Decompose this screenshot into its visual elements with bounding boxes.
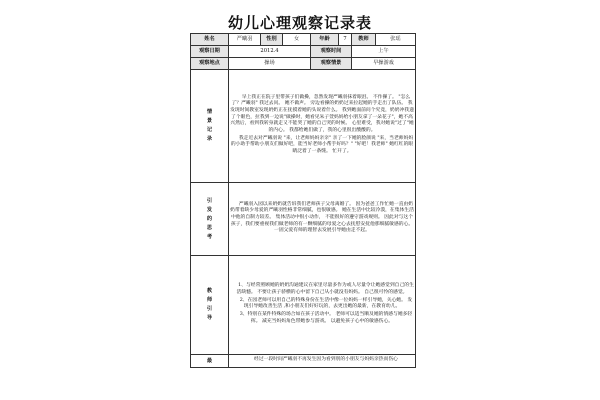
final-text bbox=[229, 355, 416, 368]
teacher-value: 张瑶 bbox=[376, 34, 416, 46]
place-label: 观察地点 bbox=[191, 58, 229, 70]
row-date-time bbox=[191, 46, 416, 58]
row-final bbox=[191, 355, 416, 368]
teacher-guidance-text bbox=[229, 256, 416, 355]
place-value: 操场 bbox=[229, 58, 311, 70]
final-paragraph: 经过一段时间严曦羽不再发生因为看到别的小朋友与妈妈亲热而伤心 bbox=[254, 356, 398, 362]
final-label: 最 bbox=[191, 355, 229, 368]
date-value: 2012.4 bbox=[229, 46, 311, 58]
row-situation-record bbox=[191, 70, 416, 183]
gender-value: 女 bbox=[283, 34, 311, 46]
scene-label: 观察情景 bbox=[311, 58, 352, 70]
age-value: 7 bbox=[339, 34, 352, 46]
date-label: 观察日期 bbox=[191, 46, 229, 58]
guidance-paragraph: 3、特别在某件特殊的场合如在孩子活动中。 老师可以适当顺及她的情感与她多轻挥。 减充当妈妈角色带她参与游戏。 以避免孩子心中的敏感伤心。 bbox=[239, 312, 413, 324]
observation-sheet bbox=[190, 33, 416, 368]
gender-label: 性别 bbox=[261, 34, 283, 46]
row-teacher-guidance bbox=[191, 256, 416, 355]
guidance-paragraph: 1、与经常照顾她的奶奶沟通建议在家里尽量多作为或人尽量令让她感觉到自己的生活缺憾。 不要让孩子骄横的心中留下自己从小就没有妈妈。 自己很可怜的感觉。 bbox=[236, 282, 414, 295]
teacher-guidance-label: 教 师 引 导 bbox=[191, 256, 229, 355]
guidance-paragraph: 2、在园老师可以用自己的特殊身份在生活中像一位妈妈一样引导她，关心她。 发现引导她改善生活 ,和小朋友们好好玩的，去更出她的最新，在教育幼儿。 bbox=[239, 297, 413, 310]
row-basic-info bbox=[191, 34, 416, 46]
name-value: 严曦羽 bbox=[229, 34, 261, 46]
row-reflection bbox=[191, 183, 416, 256]
name-label: 姓名 bbox=[191, 34, 229, 46]
situation-record-text bbox=[229, 70, 416, 183]
row-place-scene bbox=[191, 58, 416, 70]
time-value: 上午 bbox=[352, 46, 416, 58]
scene-value: 早操游戏 bbox=[352, 58, 416, 70]
situation-record-label: 情 景 记 录 bbox=[191, 70, 229, 183]
situation-paragraph: 我走近去对严曦羽说 "来，让老师妈妈亲亲" 亲了一下她的脸颜说 "来，当老师妈妈的小助手帮助小朋友们做好吧，能当好老师小帮手好吗？" "好吧！我老师" 她红红的眼睛泛着了一条缝。 忙开了。 bbox=[230, 135, 414, 155]
situation-paragraph: 早上我正在院子里带孩子们做操，忽然发现严曦羽抹着眼泪。 不作操了。 "怎么了？严曦羽" 我过去问。 她不做声。 旁边看操的奶奶过来拉起她的手走出了队伍。 我发现时间教室发现奶奶正在抚摸着她的头说着什么。 我到她面前问个究竟，奶奶冲我递了个眼色，拉我到一边说"做操时，她看见朱子萱妈妈给小朋友拿了一朵花子"，她不高兴然后，看到我转身就走又不能哭了她的自己哭的时候。 心里难受，我对她说"过了"她的内心。 我都给她们做了，我的心里很出酸酸的。 bbox=[230, 94, 414, 133]
reflection-label: 引 发 的 思 考 bbox=[191, 183, 229, 256]
age-label: 年龄 bbox=[311, 34, 339, 46]
reflection-paragraph: 严曦羽入园以来奶奶就告诉我们老师孩子父母离婚了。 因为爸爸工作忙她一直由奶奶带着缺少母爱的严曦羽性格非常细腻，也很敏感。 她在生活中比较冷漠，在集体生活中他的自制力较差。 集体活动中很小动作， 不能很好的遵守游戏规则。 因此对与这个孩子，我们要重视我们做老师的有一颗细腻的母爱之心去抚慰安抚他那细腻敏感的心。 一固父爱有师的理智去发展引导她由走不起。 bbox=[230, 201, 414, 234]
time-label: 观察时间 bbox=[311, 46, 352, 58]
reflection-text bbox=[229, 183, 416, 256]
teacher-label: 教师 bbox=[352, 34, 376, 46]
page-title: 幼儿心理观察记录表 bbox=[227, 14, 372, 32]
